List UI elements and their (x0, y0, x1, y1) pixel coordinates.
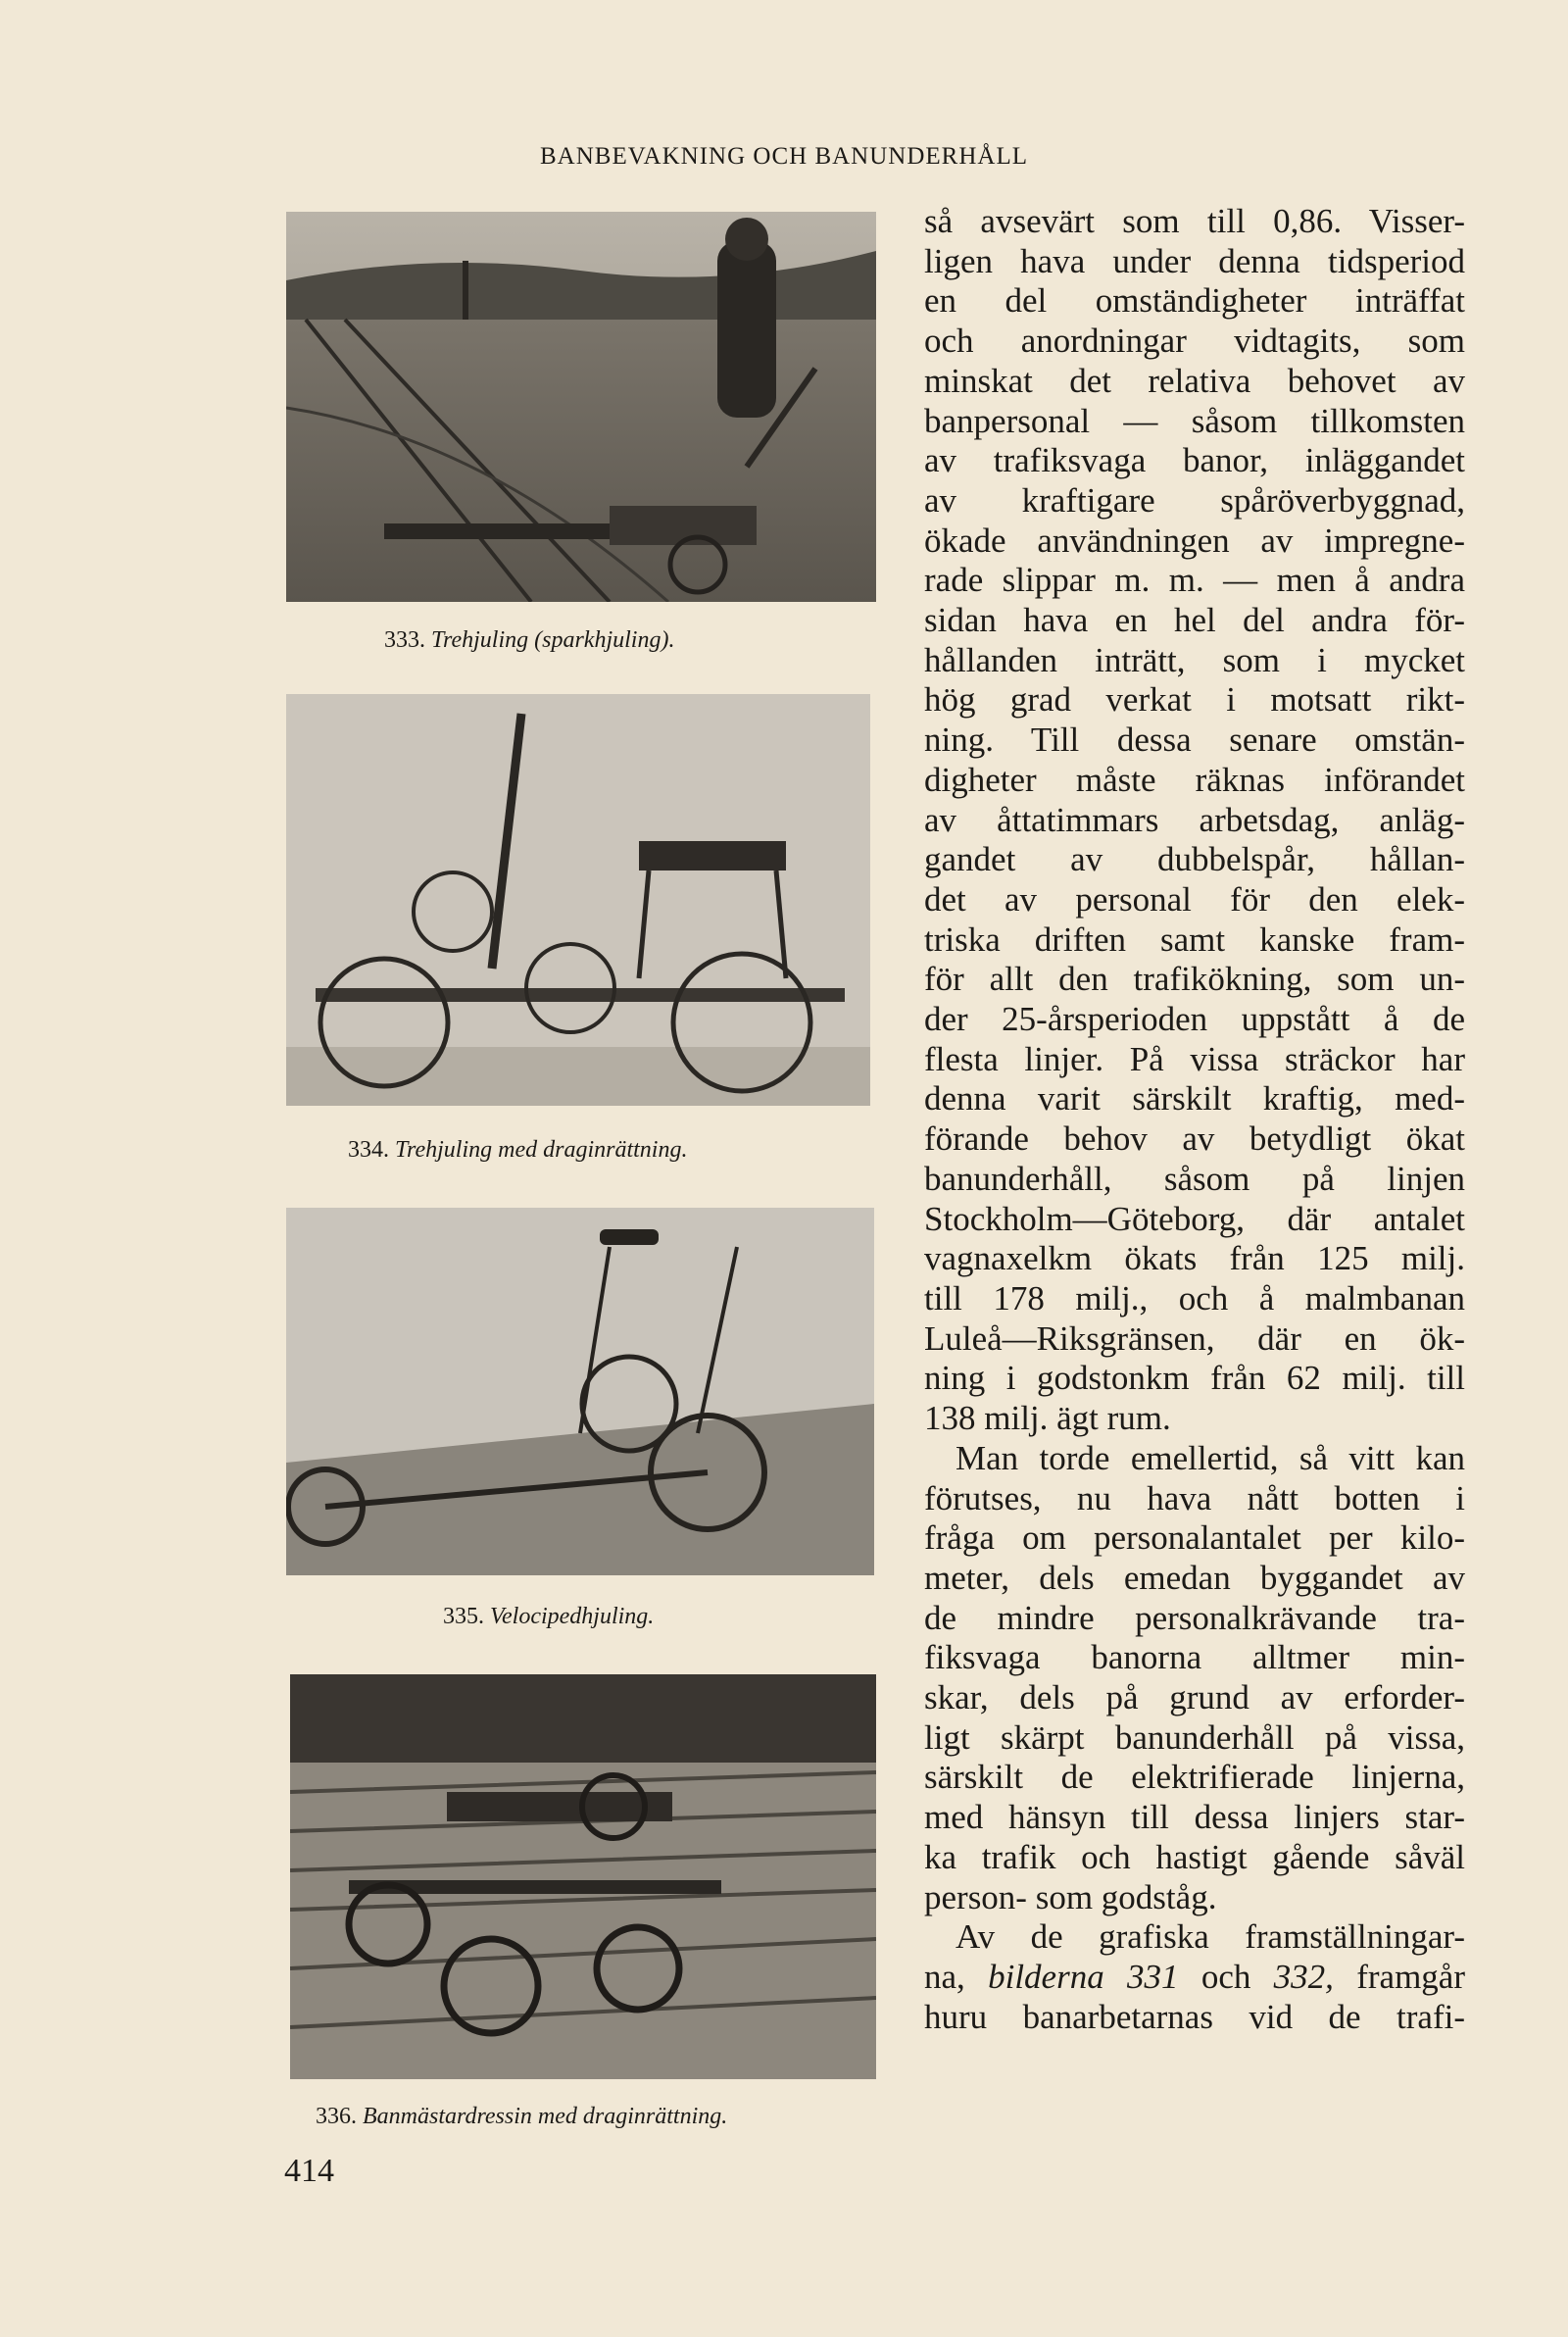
figure-reference: bilderna 331 (988, 1957, 1179, 1996)
body-text-column (924, 202, 1465, 2037)
body-line: 138 milj. ägt rum. (924, 1399, 1171, 1438)
body-line: det av personal för den elek- (924, 879, 1465, 919)
body-line (924, 1958, 1465, 1998)
text-fragment: framgår (1333, 1957, 1465, 1996)
figure-335-photo (286, 1208, 874, 1575)
figure-336-caption (316, 2104, 727, 2130)
body-line: denna varit särskilt kraftig, med- (924, 1079, 1465, 1119)
figure-333-caption (384, 627, 674, 654)
body-line: så avsevärt som till 0,86. Visser- (924, 202, 1465, 240)
figure-caption-text: Velocipedhjuling. (490, 1604, 655, 1629)
body-line: rade slipрar m. m. — men å andra (924, 561, 1465, 600)
body-line: ligt skärpt banunderhåll på vissa, (924, 1717, 1465, 1757)
body-line: för allt den trafikökning, som un- (924, 960, 1465, 999)
body-line: digheter måste räknas införandet (924, 760, 1465, 799)
body-line: triska driften samt kanske fram- (924, 920, 1465, 959)
velocipede-photo-icon (286, 212, 876, 602)
body-line: och anordningar vidtagits, som (924, 322, 1465, 361)
figure-number: 335. (443, 1604, 484, 1629)
body-line: ning. Till dessa senare omstän- (924, 721, 1465, 760)
running-header: BANBEVAKNING OCH BANUNDERHÅLL (540, 143, 1028, 170)
body-line: hållanden inträtt, som i mycket (924, 640, 1465, 679)
body-line: förutses, nu hava nått botten i (924, 1478, 1465, 1517)
body-line: fråga om personalantalet per kilo- (924, 1518, 1465, 1558)
body-line: Av de grafiska framställningar- (956, 1917, 1465, 1957)
body-line: fiksvaga banorna alltmer min- (924, 1638, 1465, 1677)
figure-number: 333. (384, 627, 425, 653)
body-line: hög grad verkat i motsatt rikt- (924, 680, 1465, 720)
body-line: Man torde emellertid, så vitt kan (956, 1438, 1465, 1477)
figure-336-photo (290, 1674, 876, 2079)
body-line: med hänsyn till dessa linjers star- (924, 1798, 1465, 1837)
body-line: der 25-årsperioden uppstått å de (924, 1000, 1465, 1039)
body-line: person- som godståg. (924, 1877, 1217, 1916)
body-line: Stockholm—Göteborg, där antalet (924, 1199, 1465, 1238)
body-line: av kraftigare spåröverbyggnad, (924, 480, 1465, 520)
text-fragment: na, (924, 1957, 989, 1996)
figure-caption-text: Trehjuling med draginrättning. (395, 1137, 688, 1163)
body-line: förande behov av betydligt ökat (924, 1119, 1465, 1159)
text-fragment: och (1178, 1957, 1274, 1996)
body-line: till 178 milj., och å malmbanan (924, 1278, 1465, 1318)
body-line: vagnaxelkm ökats från 125 milj. (924, 1239, 1465, 1278)
body-line: Luleå—Riksgränsen, där en ök- (924, 1318, 1465, 1358)
body-line: ka trafik och hastigt gående såväl (924, 1837, 1465, 1876)
body-line: meter, dels emedan byggandet av (924, 1558, 1465, 1597)
figure-334-photo (286, 694, 870, 1106)
body-line: skar, dels på grund av erforder- (924, 1678, 1465, 1717)
body-line: minskat det relativa behovet av (924, 361, 1465, 400)
figure-caption-text: Banmästardressin med draginrättning. (363, 2104, 728, 2129)
trehjuling-photo-icon (286, 694, 870, 1106)
figure-335-caption (443, 1604, 654, 1630)
body-line: särskilt de elektrifierade linjerna, (924, 1758, 1465, 1797)
body-line: banunderhåll, såsom på linjen (924, 1159, 1465, 1198)
body-line: sidan hava en hel del andra för- (924, 601, 1465, 640)
body-line: huru banarbetarnas vid de trafi- (924, 1997, 1465, 2036)
body-line: ligen hava under denna tidsperiod (924, 241, 1465, 280)
figure-number: 336. (316, 2104, 357, 2129)
figure-334-caption (348, 1137, 687, 1164)
velocipedhjuling-photo-icon (286, 1208, 874, 1575)
body-line: ning i godstonkm från 62 milj. till (924, 1359, 1465, 1398)
body-line: flesta linjer. På vissa sträckor har (924, 1039, 1465, 1078)
body-line: ökade användningen av impregne- (924, 521, 1465, 560)
figure-number: 334. (348, 1137, 389, 1163)
body-line: de mindre personalkrävande tra- (924, 1598, 1465, 1637)
dressin-photo-icon (290, 1674, 876, 2079)
page-number: 414 (284, 2153, 334, 2189)
body-line: av åttatimmars arbetsdag, anläg- (924, 800, 1465, 839)
body-line: en del omständigheter inträffat (924, 281, 1465, 321)
figure-333-photo (286, 212, 876, 602)
figure-caption-text: Trehjuling (sparkhjuling). (431, 627, 675, 653)
figure-reference: 332, (1273, 1957, 1334, 1996)
body-line: gandet av dubbelspår, hållan- (924, 840, 1465, 879)
body-line: av trafiksvaga banor, inläggandet (924, 441, 1465, 480)
body-line: banpersonal — såsom tillkomsten (924, 401, 1465, 440)
